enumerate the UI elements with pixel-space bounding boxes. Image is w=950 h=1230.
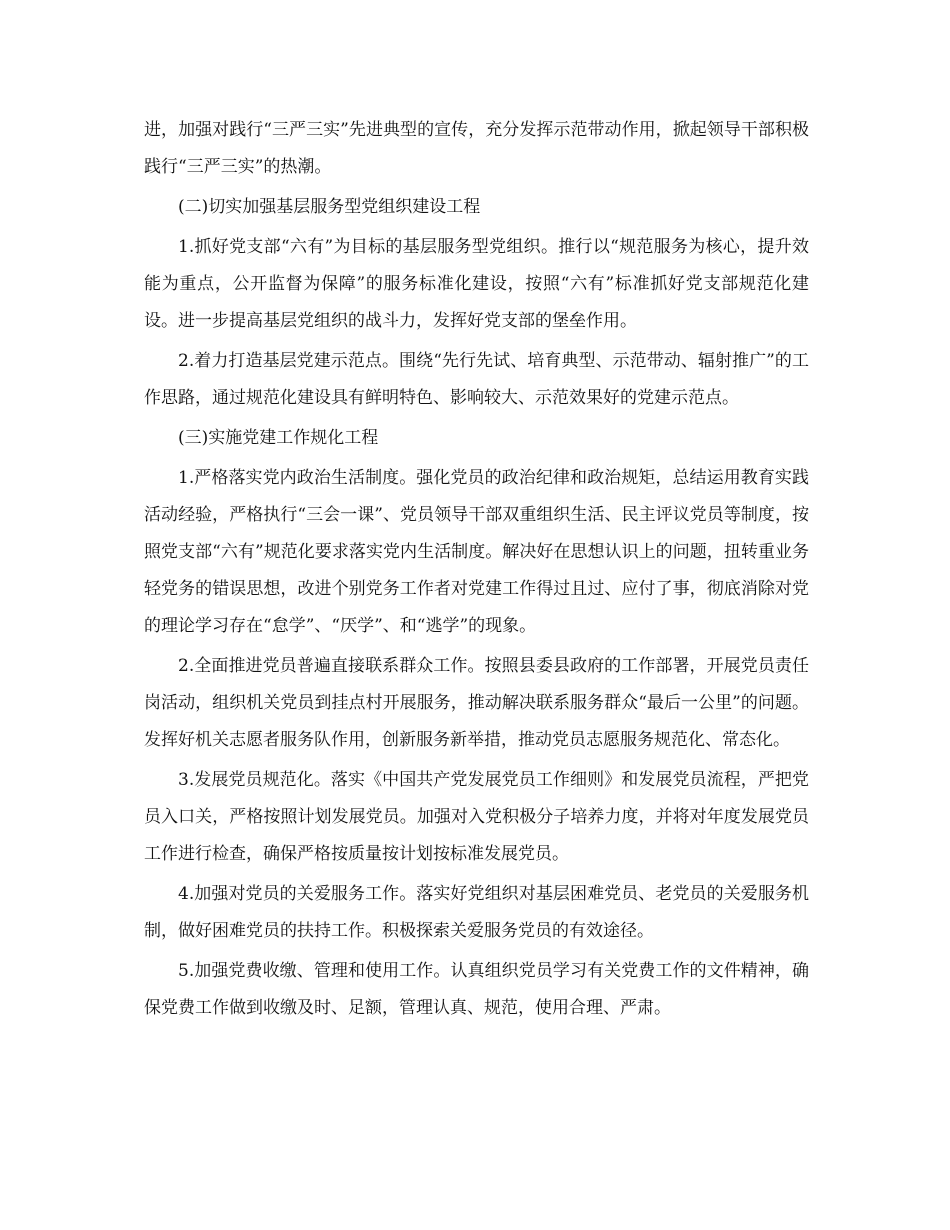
section-heading-3: (三)实施党建工作规化工程 bbox=[178, 428, 379, 448]
paragraph-3-2: 2.全面推进党员普遍直接联系群众工作。按照县委县政府的工作部署，开展党员责任岗活动，组织机关党员到挂点村开展服务，推动解决联系服务群众“最后一公里”的问题。发挥好机关志愿者服务队作用，创新服务新举措，推动党员志愿服务规范化、常态化。 bbox=[144, 656, 809, 750]
paragraph-1: 进，加强对践行“三严三实”先进典型的宣传，充分发挥示范带动作用，掀起领导干部积极践行“三严三实”的热潮。 bbox=[144, 120, 809, 177]
paragraph-3-5: 5.加强党费收缴、管理和使用工作。认真组织党员学习有关党费工作的文件精神，确保党费工作做到收缴及时、足额，管理认真、规范，使用合理、严肃。 bbox=[144, 961, 809, 1018]
paragraph-3-1: 1.严格落实党内政治生活制度。强化党员的政治纪律和政治规矩，总结运用教育实践活动经验，严格执行“三会一课”、党员领导干部双重组织生活、民主评议党员等制度，按照党支部“六有”规范化要求落实党内生活制度。解决好在思想认识上的问题，扭转重业务轻党务的错误思想，改进个别党务工作者对党建工作得过且过、应付了事，彻底消除对党的理论学习存在“怠学”、“厌学”、和“逃学”的现象。 bbox=[144, 468, 809, 636]
document-body bbox=[144, 112, 809, 1027]
section-heading-2: (二)切实加强基层服务型党组织建设工程 bbox=[178, 197, 481, 217]
paragraph-3-3: 3.发展党员规范化。落实《中国共产党发展党员工作细则》和发展党员流程，严把党员入口关，严格按照计划发展党员。加强对入党积极分子培养力度，并将对年度发展党员工作进行检查，确保严格按质量按计划按标准发展党员。 bbox=[144, 770, 809, 864]
paragraph-2-2: 2.着力打造基层党建示范点。围绕“先行先试、培育典型、示范带动、辐射推广”的工作思路，通过规范化建设具有鲜明特色、影响较大、示范效果好的党建示范点。 bbox=[144, 351, 809, 408]
paragraph-3-4: 4.加强对党员的关爱服务工作。落实好党组织对基层困难党员、老党员的关爱服务机制，做好困难党员的扶持工作。积极探索关爱服务党员的有效途径。 bbox=[144, 884, 809, 941]
paragraph-2-1: 1.抓好党支部“六有”为目标的基层服务型党组织。推行以“规范服务为核心，提升效能为重点，公开监督为保障”的服务标准化建设，按照“六有”标准抓好党支部规范化建设。进一步提高基层党组织的战斗力，发挥好党支部的堡垒作用。 bbox=[144, 237, 809, 331]
